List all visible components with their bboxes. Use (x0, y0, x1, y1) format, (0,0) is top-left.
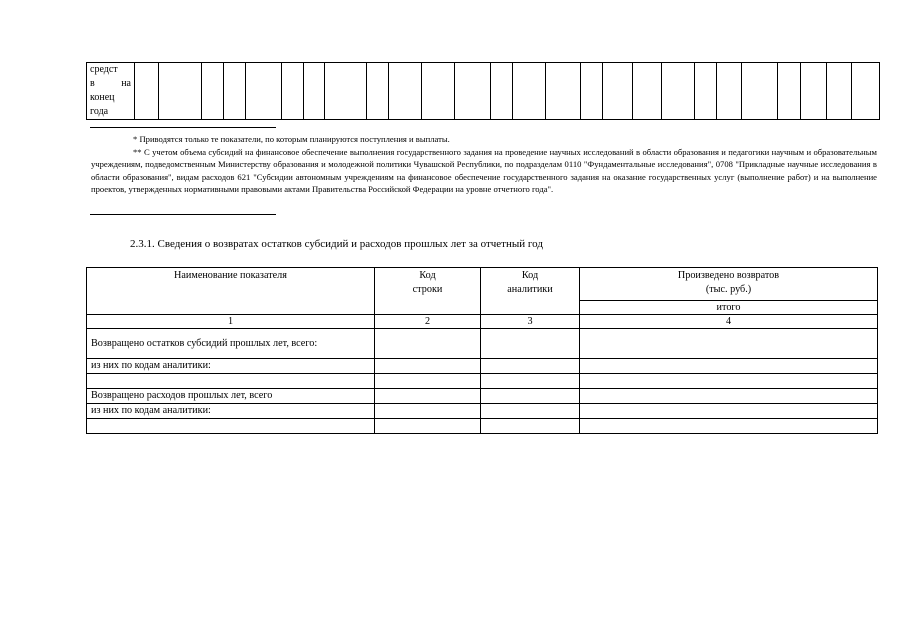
table-cell (580, 419, 878, 434)
table-cell (603, 63, 633, 120)
table-cell (481, 419, 580, 434)
table-cell (662, 63, 695, 120)
table-cell (246, 63, 282, 120)
table-cell (852, 63, 880, 120)
column-number-row (87, 315, 878, 329)
table-cell (827, 63, 852, 120)
column-number: 4 (580, 315, 878, 329)
table-cell (481, 374, 580, 389)
table-cell (717, 63, 742, 120)
header-line-code: Код строки (375, 268, 481, 315)
row-label: из них по кодам аналитики: (87, 359, 375, 374)
table-row (87, 359, 878, 374)
table-cell (481, 329, 580, 359)
table-cell (375, 374, 481, 389)
table-cell (546, 63, 581, 120)
table-cell (375, 389, 481, 404)
column-number: 1 (87, 315, 375, 329)
table-cell (633, 63, 662, 120)
table-cell (580, 404, 878, 419)
table-cell (491, 63, 513, 120)
table-cell (580, 359, 878, 374)
footnote-2: ** С учетом объема субсидий на финансовое обеспечение выполнения государственного задания на проведение научных исследований в области образования и педагогики научным и образовательным учреждениям, подведомственным Министерству образования и молодежной политики Чувашской Республики, по подразделам 0110 "Фундаментальные исследования", 0708 "Прикладные научные исследования в области образования", видам расходов 621 "Субсидии автономным учреждениям на финансовое обеспечение государственного задания на оказание государственных услуг (выполнение работ) и на выполнение проектов, утвержденных нормативными правовыми актами Правительства Российской Федерации на уровне отчетного года". (91, 146, 877, 195)
table-cell (481, 389, 580, 404)
row-label: из них по кодам аналитики: (87, 404, 375, 419)
table-cell (375, 404, 481, 419)
table-cell (224, 63, 246, 120)
row-label (87, 374, 375, 389)
table-cell (580, 374, 878, 389)
footnote-separator (90, 127, 276, 128)
footnote-end-separator (90, 214, 276, 215)
section-heading: 2.3.1. Сведения о возвратах остатков субсидий и расходов прошлых лет за отчетный год (130, 238, 543, 250)
table-cell (325, 63, 367, 120)
table-cell (455, 63, 491, 120)
table-cell (481, 359, 580, 374)
table-row (87, 419, 878, 434)
table-row (87, 389, 878, 404)
table-row (87, 374, 878, 389)
table-cell (202, 63, 224, 120)
table-cell (304, 63, 325, 120)
row-label-funds-end-of-year (87, 63, 135, 120)
footnote-1: * Приводятся только те показатели, по которым планируются поступления и выплаты. (133, 134, 450, 144)
table-row (87, 63, 880, 120)
table-cell (481, 404, 580, 419)
returns-table (86, 267, 878, 434)
previous-page-table-fragment (86, 62, 880, 120)
table-cell (778, 63, 801, 120)
header-total: итого (580, 300, 878, 314)
table-row (87, 404, 878, 419)
table-cell (695, 63, 717, 120)
table-cell (513, 63, 546, 120)
table-cell (159, 63, 202, 120)
table-cell (375, 359, 481, 374)
row-label: Возвращено остатков субсидий прошлых лет, всего: (87, 329, 375, 359)
table-cell (389, 63, 422, 120)
footnotes (91, 133, 877, 196)
table-cell (422, 63, 455, 120)
table-cell (580, 389, 878, 404)
label-line: в на (90, 78, 131, 89)
table-cell (580, 329, 878, 359)
table-cell (135, 63, 159, 120)
table-cell (801, 63, 827, 120)
header-indicator-name: Наименование показателя (87, 268, 375, 315)
column-number: 3 (481, 315, 580, 329)
row-label: Возвращено расходов прошлых лет, всего (87, 389, 375, 404)
label-line: средст (90, 64, 118, 75)
label-line: конец (90, 92, 115, 103)
header-analytics-code: Код аналитики (481, 268, 580, 315)
table-cell (375, 419, 481, 434)
table-cell (581, 63, 603, 120)
table-cell (367, 63, 389, 120)
table-row (87, 329, 878, 359)
table-cell (282, 63, 304, 120)
row-label (87, 419, 375, 434)
header-returns-made: Произведено возвратов (тыс. руб.) (580, 268, 878, 301)
header-row (87, 268, 878, 301)
table-cell (742, 63, 778, 120)
column-number: 2 (375, 315, 481, 329)
table-cell (375, 329, 481, 359)
label-line: года (90, 106, 109, 117)
